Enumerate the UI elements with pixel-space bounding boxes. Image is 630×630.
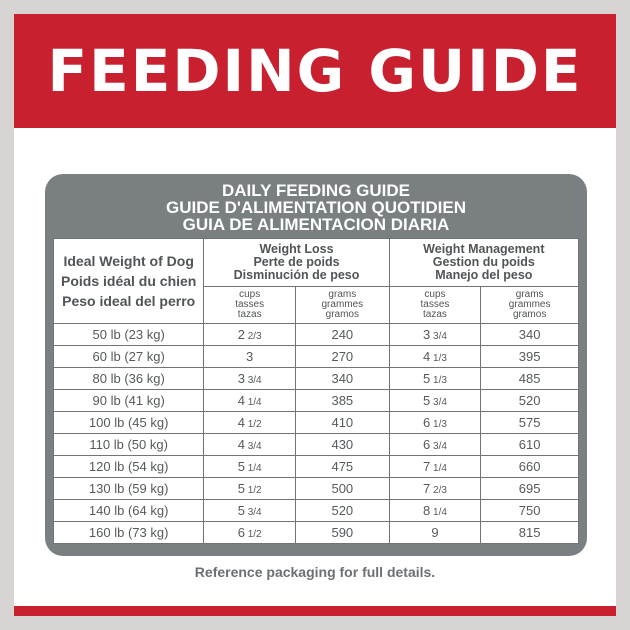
loss-cups-cell [204, 522, 296, 544]
management-grams-cell [481, 500, 579, 522]
loss-grams-cell [295, 522, 389, 544]
management-cups-cell [389, 522, 481, 544]
management-cups-cell [389, 456, 481, 478]
grams-value: 610 [518, 437, 541, 452]
table-row [54, 346, 579, 368]
table-row [54, 324, 579, 346]
feeding-guide-card [45, 174, 587, 556]
cups-whole: 5 [237, 503, 245, 518]
cups-fraction: 1/3 [430, 353, 447, 364]
bottom-stripe [14, 606, 616, 616]
guide-title [45, 176, 587, 238]
table-row [54, 478, 579, 500]
cups-whole: 4 [237, 437, 245, 452]
management-grams-cell [481, 434, 579, 456]
management-grams-cell [481, 522, 579, 544]
table-row [54, 368, 579, 390]
management-grams-cell [481, 324, 579, 346]
cups-whole: 9 [431, 525, 439, 540]
weight-cell [54, 500, 204, 522]
cups-whole: 4 [423, 349, 431, 364]
grams-value: 815 [518, 525, 541, 540]
grams-value: 395 [518, 349, 541, 364]
loss-cups-cell [204, 346, 296, 368]
weight-value: 60 lb (27 kg) [92, 349, 165, 364]
management-cups-cell [389, 390, 481, 412]
weight-value: 100 lb (45 kg) [88, 415, 169, 430]
weight-cell [54, 368, 204, 390]
cups-fraction: 1/4 [430, 463, 447, 474]
table-row [54, 434, 579, 456]
management-grams-cell [481, 456, 579, 478]
management-grams-cell [481, 346, 579, 368]
loss-cups-cell [204, 324, 296, 346]
cups-fraction: 3/4 [244, 507, 262, 518]
management-grams-cell [481, 478, 579, 500]
cups-fraction: 2/3 [430, 485, 447, 496]
weight-value: 90 lb (41 kg) [92, 393, 165, 408]
cups-fraction: 1/2 [244, 529, 262, 540]
weight-value: 130 lb (59 kg) [88, 481, 169, 496]
loss-grams-cell [295, 434, 389, 456]
cups-whole: 2 [237, 327, 245, 342]
cups-whole: 5 [237, 459, 245, 474]
weight-value: 110 lb (50 kg) [89, 437, 168, 452]
weight-loss-header: Weight Loss Perte de poids Disminución de peso [204, 239, 389, 287]
cups-fraction: 1/3 [430, 375, 447, 386]
cups-whole: 7 [423, 481, 431, 496]
loss-grams-cell [295, 346, 389, 368]
grams-value: 575 [518, 415, 541, 430]
weight-management-header: Weight Management Gestion du poids Manejo del peso [389, 239, 578, 287]
grams-value: 475 [331, 459, 354, 474]
weight-cell [54, 346, 204, 368]
table-row [54, 456, 579, 478]
cups-whole: 7 [423, 459, 431, 474]
grams-value: 270 [331, 349, 354, 364]
loss-grams-header: grams grammes gramos [295, 287, 389, 324]
grams-value: 520 [518, 393, 541, 408]
grams-value: 385 [331, 393, 354, 408]
management-cups-cell [389, 434, 481, 456]
loss-grams-cell [295, 412, 389, 434]
management-grams-cell [481, 412, 579, 434]
loss-cups-cell [204, 368, 296, 390]
cups-whole: 3 [237, 371, 245, 386]
feeding-guide-page [14, 14, 616, 616]
cups-fraction: 3/4 [430, 397, 447, 408]
loss-cups-header: cups tasses tazas [204, 287, 296, 324]
banner [14, 14, 616, 128]
grams-value: 485 [518, 371, 541, 386]
grams-value: 340 [518, 327, 541, 342]
banner-title: FEEDING GUIDE [47, 37, 583, 105]
grams-value: 590 [331, 525, 354, 540]
loss-grams-cell [295, 478, 389, 500]
cups-whole: 6 [237, 525, 245, 540]
cups-fraction: 3/4 [430, 331, 447, 342]
loss-grams-cell [295, 390, 389, 412]
cups-fraction: 1/4 [244, 463, 262, 474]
weight-value: 160 lb (73 kg) [88, 525, 169, 540]
cups-fraction: 3/4 [244, 441, 262, 452]
loss-cups-cell [204, 500, 296, 522]
grams-value: 340 [331, 371, 354, 386]
cups-whole: 6 [423, 415, 431, 430]
management-cups-cell [389, 346, 481, 368]
guide-title-en: DAILY FEEDING GUIDE [222, 180, 410, 200]
management-cups-header: cups tasses tazas [389, 287, 481, 324]
grams-value: 520 [331, 503, 354, 518]
weight-cell [54, 324, 204, 346]
management-grams-cell [481, 368, 579, 390]
footnote: Reference packaging for full details. [194, 564, 436, 580]
grams-value: 430 [331, 437, 354, 452]
cups-fraction: 1/4 [430, 507, 447, 518]
loss-grams-cell [295, 368, 389, 390]
cups-fraction: 1/2 [244, 419, 262, 430]
grams-value: 660 [518, 459, 541, 474]
weight-value: 80 lb (36 kg) [92, 371, 165, 386]
grams-value: 750 [518, 503, 541, 518]
table-row [54, 412, 579, 434]
table-row [54, 522, 579, 544]
weight-cell [54, 434, 204, 456]
weight-cell [54, 522, 204, 544]
management-grams-cell [481, 390, 579, 412]
management-cups-cell [389, 412, 481, 434]
grams-value: 240 [331, 327, 354, 342]
weight-cell [54, 412, 204, 434]
weight-value: 140 lb (64 kg) [88, 503, 169, 518]
weight-value: 120 lb (54 kg) [88, 459, 169, 474]
table-row [54, 500, 579, 522]
cups-whole: 4 [237, 415, 245, 430]
management-grams-header: grams grammes gramos [481, 287, 579, 324]
cups-fraction: 2/3 [244, 331, 262, 342]
cups-whole: 5 [237, 481, 245, 496]
grams-value: 695 [518, 481, 541, 496]
management-cups-cell [389, 500, 481, 522]
loss-cups-cell [204, 478, 296, 500]
weight-cell [54, 456, 204, 478]
cups-whole: 4 [237, 393, 245, 408]
weight-cell [54, 390, 204, 412]
management-cups-cell [389, 478, 481, 500]
cups-fraction: 3/4 [430, 441, 447, 452]
cups-whole: 5 [423, 371, 431, 386]
cups-fraction: 3/4 [244, 375, 262, 386]
management-cups-cell [389, 324, 481, 346]
guide-title-fr: GUIDE D'ALIMENTATION QUOTIDIEN [166, 197, 466, 217]
grams-value: 410 [331, 415, 354, 430]
loss-cups-cell [204, 456, 296, 478]
grams-value: 500 [331, 481, 354, 496]
weight-cell [54, 478, 204, 500]
loss-cups-cell [204, 390, 296, 412]
management-cups-cell [389, 368, 481, 390]
cups-fraction: 1/2 [244, 485, 262, 496]
cups-whole: 3 [423, 327, 431, 342]
loss-cups-cell [204, 412, 296, 434]
cups-whole: 5 [423, 393, 431, 408]
cups-fraction: 1/4 [244, 397, 262, 408]
cups-whole: 3 [246, 349, 254, 364]
loss-cups-cell [204, 434, 296, 456]
cups-fraction: 1/3 [430, 419, 447, 430]
cups-whole: 8 [423, 503, 431, 518]
loss-grams-cell [295, 500, 389, 522]
loss-grams-cell [295, 456, 389, 478]
table-row [54, 390, 579, 412]
guide-title-es: GUIA DE ALIMENTACION DIARIA [182, 214, 450, 234]
weight-column-header: Ideal Weight of Dog Poids idéal du chien Peso ideal del perro [54, 239, 204, 324]
cups-whole: 6 [423, 437, 431, 452]
weight-value: 50 lb (23 kg) [92, 327, 165, 342]
loss-grams-cell [295, 324, 389, 346]
feeding-table [53, 238, 579, 544]
